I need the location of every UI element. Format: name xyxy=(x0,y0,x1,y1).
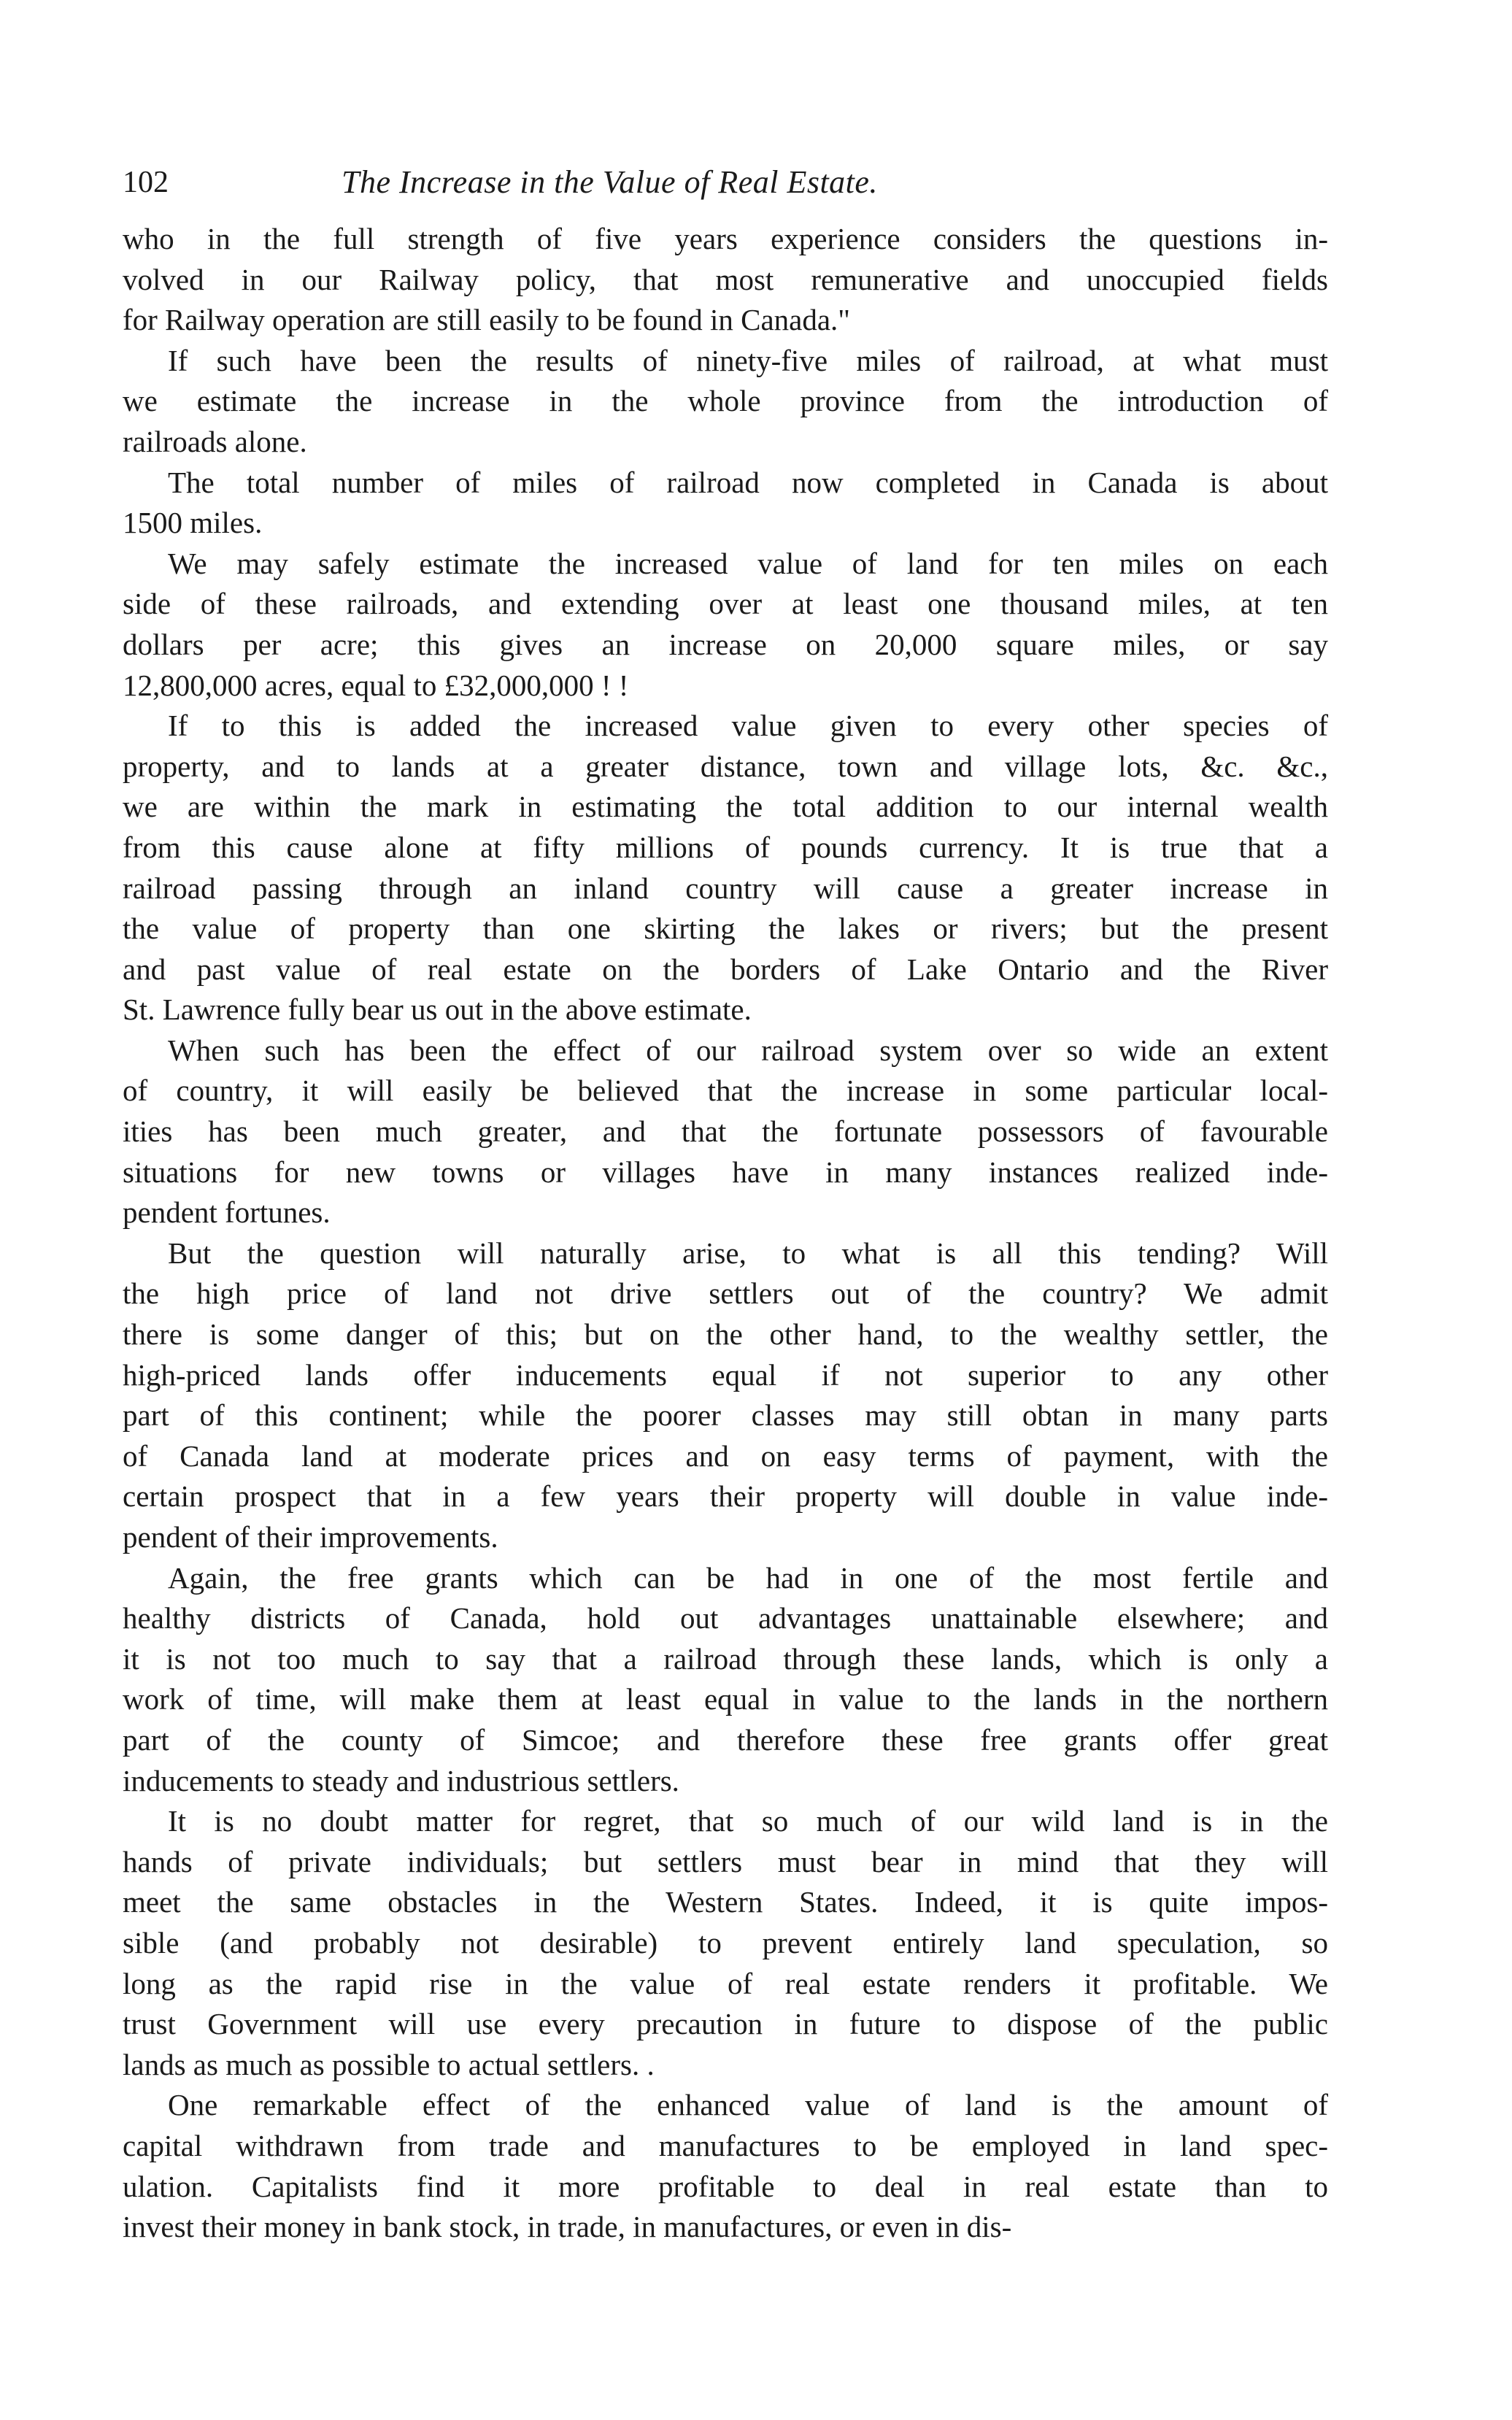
text-line: of country, it will easily be believed that the increase in some particular local- xyxy=(123,1074,1328,1108)
text-line: who in the full strength of five years experience considers the questions in- xyxy=(123,222,1328,255)
text-line: If such have been the results of ninety-five miles of railroad, at what must xyxy=(168,343,1328,377)
text-line: One remarkable effect of the enhanced value of land is the amount of xyxy=(168,2088,1328,2122)
text-line: hands of private individuals; but settlers must bear in mind that they will xyxy=(123,1844,1328,1878)
text-line: lands as much as possible to actual settlers. . xyxy=(123,2047,655,2081)
text-line: 1500 miles. xyxy=(123,506,263,540)
text-line: property, and to lands at a greater distance, town and village lots, &c. &c., xyxy=(123,749,1328,783)
text-line: and past value of real estate on the borders of Lake Ontario and the River xyxy=(123,952,1328,986)
text-line: railroads alone. xyxy=(123,424,307,458)
paragraph xyxy=(123,1558,1328,1802)
text-line: there is some danger of this; but on the other hand, to the wealthy settler, the xyxy=(123,1317,1328,1352)
text-line: the value of property than one skirting the lakes or rivers; but the present xyxy=(123,912,1328,946)
text-line: long as the rapid rise in the value of real estate renders it profitable. We xyxy=(123,1966,1328,2000)
text-line: inducements to steady and industrious settlers. xyxy=(123,1763,679,1797)
text-line: If to this is added the increased value given to every other species of xyxy=(168,709,1328,743)
text-line: certain prospect that in a few years their property will double in value inde- xyxy=(123,1479,1328,1514)
text-line: ities has been much greater, and that the fortunate possessors of favourable xyxy=(123,1114,1328,1149)
text-line: When such has been the effect of our railroad system over so wide an extent xyxy=(168,1033,1328,1067)
text-line: ulation. Capitalists find it more profitable to deal in real estate than to xyxy=(123,2169,1328,2203)
paragraph xyxy=(123,341,1328,463)
text-line: But the question will naturally arise, to what is all this tending? Will xyxy=(168,1236,1328,1270)
text-line: meet the same obstacles in the Western States. Indeed, it is quite impos- xyxy=(123,1885,1328,1919)
paragraph xyxy=(123,1233,1328,1558)
text-line: capital withdrawn from trade and manufactures to be employed in land spec- xyxy=(123,2128,1328,2162)
text-line: trust Government will use every precaution in future to dispose of the public xyxy=(123,2007,1328,2041)
text-line: from this cause alone at fifty millions of pounds currency. It is true that a xyxy=(123,830,1328,864)
text-line: sible (and probably not desirable) to prevent entirely land speculation, so xyxy=(123,1925,1328,1959)
paragraph xyxy=(123,2085,1328,2247)
text-line: 12,800,000 acres, equal to £32,000,000 ! ! xyxy=(123,668,629,702)
text-line: We may safely estimate the increased value of land for ten miles on each xyxy=(168,546,1328,580)
paragraph xyxy=(123,544,1328,706)
text-line: St. Lawrence fully bear us out in the above estimate. xyxy=(123,993,752,1027)
paragraph xyxy=(123,219,1328,341)
text-line: side of these railroads, and extending over at least one thousand miles, at ten xyxy=(123,587,1328,621)
text-line: for Railway operation are still easily to be found in Canada." xyxy=(123,303,851,337)
text-line: healthy districts of Canada, hold out advantages unattainable elsewhere; and xyxy=(123,1601,1328,1635)
text-line: Again, the free grants which can be had in one of the most fertile and xyxy=(168,1560,1328,1595)
text-line: pendent fortunes. xyxy=(123,1195,331,1230)
text-line: volved in our Railway policy, that most remunerative and unoccupied fields xyxy=(123,262,1328,296)
paragraph xyxy=(123,706,1328,1030)
text-line: dollars per acre; this gives an increase on 20,000 square miles, or say xyxy=(123,627,1328,661)
text-line: pendent of their improvements. xyxy=(123,1520,498,1554)
page-header xyxy=(123,161,1328,219)
text-line: part of the county of Simcoe; and therefore these free grants offer great xyxy=(123,1722,1328,1757)
page-number: 102 xyxy=(123,166,169,199)
text-line: we estimate the increase in the whole province from the introduction of xyxy=(123,384,1328,418)
text-line: situations for new towns or villages have in many instances realized inde- xyxy=(123,1155,1328,1189)
paragraph xyxy=(123,1030,1328,1233)
paragraph xyxy=(123,463,1328,544)
text-line: it is not too much to say that a railroad through these lands, which is only a xyxy=(123,1641,1328,1676)
text-line: invest their money in bank stock, in trade, in manufactures, or even in dis- xyxy=(123,2210,1012,2244)
text-line: part of this continent; while the poorer classes may still obtan in many parts xyxy=(123,1398,1328,1433)
running-title: The Increase in the Value of Real Estate. xyxy=(342,164,878,200)
text-line: work of time, will make them at least equal in value to the lands in the northern xyxy=(123,1682,1328,1716)
text-line: we are within the mark in estimating the total addition to our internal wealth xyxy=(123,790,1328,824)
text-line: It is no doubt matter for regret, that so much of our wild land is in the xyxy=(168,1804,1328,1838)
text-line: of Canada land at moderate prices and on easy terms of payment, with the xyxy=(123,1438,1328,1473)
text-line: The total number of miles of railroad now completed in Canada is about xyxy=(168,465,1328,499)
text-line: railroad passing through an inland country will cause a greater increase in xyxy=(123,871,1328,905)
text-line: the high price of land not drive settlers out of the country? We admit xyxy=(123,1276,1328,1311)
book-page xyxy=(123,161,1328,2248)
paragraph xyxy=(123,1801,1328,2085)
body-text xyxy=(123,219,1328,2248)
text-line: high-priced lands offer inducements equal if not superior to any other xyxy=(123,1357,1328,1392)
